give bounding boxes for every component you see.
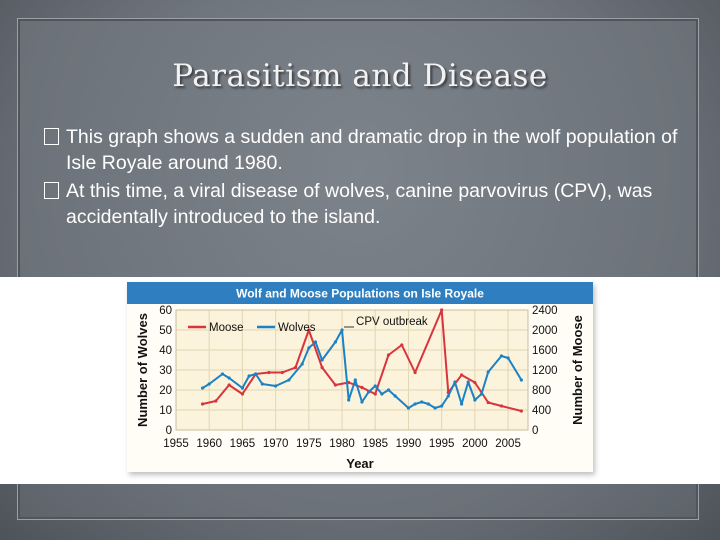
series-point-wolves — [480, 392, 483, 395]
x-tick-label: 1965 — [229, 438, 256, 450]
y-right-tick-label: 2400 — [532, 305, 558, 317]
series-point-moose — [520, 409, 523, 412]
x-tick-label: 2000 — [462, 438, 488, 450]
series-point-wolves — [261, 382, 264, 385]
x-tick-label: 1990 — [395, 438, 422, 450]
x-tick-label: 1960 — [196, 438, 223, 450]
series-point-moose — [440, 308, 443, 311]
y-left-tick-label: 60 — [159, 305, 172, 317]
slide-title: Parasitism and Disease — [172, 58, 548, 94]
series-point-wolves — [228, 376, 231, 379]
series-point-moose — [500, 404, 503, 407]
series-point-moose — [387, 353, 390, 356]
series-point-wolves — [427, 402, 430, 405]
y-left-tick-label: 40 — [159, 345, 172, 357]
x-tick-label: 1955 — [163, 438, 189, 450]
series-point-wolves — [420, 400, 423, 403]
series-point-wolves — [473, 398, 476, 401]
y-left-tick-label: 10 — [159, 405, 172, 417]
chart-title: Wolf and Moose Populations on Isle Royale — [236, 286, 484, 301]
series-point-wolves — [467, 380, 470, 383]
series-point-moose — [334, 383, 337, 386]
x-tick-label: 1980 — [329, 438, 355, 450]
series-point-moose — [294, 366, 297, 369]
x-tick-label: 1970 — [262, 438, 289, 450]
series-point-wolves — [433, 406, 436, 409]
series-point-wolves — [487, 370, 490, 373]
series-point-wolves — [460, 402, 463, 405]
y-right-tick-label: 2000 — [532, 325, 558, 337]
series-point-wolves — [407, 406, 410, 409]
y-right-tick-label: 0 — [532, 425, 539, 437]
bullet-list — [44, 124, 694, 232]
series-point-wolves — [440, 404, 443, 407]
series-point-wolves — [307, 346, 310, 349]
series-point-wolves — [241, 386, 244, 389]
series-point-wolves — [274, 384, 277, 387]
series-point-moose — [374, 392, 377, 395]
series-point-wolves — [394, 394, 397, 397]
series-point-wolves — [354, 378, 357, 381]
series-point-wolves — [287, 378, 290, 381]
series-point-moose — [460, 373, 463, 376]
series-point-wolves — [321, 358, 324, 361]
series-point-moose — [360, 386, 363, 389]
series-point-wolves — [413, 402, 416, 405]
x-tick-label: 2005 — [495, 438, 521, 450]
y-right-tick-label: 400 — [532, 405, 552, 417]
y-left-tick-label: 50 — [159, 325, 172, 337]
chart-container — [127, 282, 593, 472]
x-tick-label: 1995 — [428, 438, 455, 450]
series-point-moose — [321, 366, 324, 369]
series-point-wolves — [380, 392, 383, 395]
legend-label-wolves: Wolves — [278, 322, 316, 334]
series-point-wolves — [201, 386, 204, 389]
series-point-wolves — [247, 374, 250, 377]
series-point-wolves — [447, 394, 450, 397]
series-point-moose — [228, 383, 231, 386]
bullet-item — [44, 178, 694, 230]
series-point-wolves — [520, 378, 523, 381]
series-point-wolves — [334, 340, 337, 343]
chart-svg — [127, 282, 593, 472]
series-point-wolves — [340, 328, 343, 331]
annotation-label: CPV outbreak — [356, 316, 428, 328]
y-left-tick-label: 30 — [159, 365, 172, 377]
series-point-wolves — [367, 390, 370, 393]
series-point-moose — [281, 371, 284, 374]
legend-label-moose: Moose — [209, 322, 244, 334]
series-point-wolves — [254, 372, 257, 375]
y-left-tick-label: 0 — [165, 425, 172, 437]
series-point-moose — [400, 343, 403, 346]
series-point-wolves — [374, 384, 377, 387]
series-point-wolves — [360, 400, 363, 403]
x-axis-label: Year — [346, 456, 374, 471]
y-right-tick-label: 800 — [532, 385, 552, 397]
series-point-wolves — [453, 380, 456, 383]
series-point-moose — [487, 401, 490, 404]
y-right-tick-label: 1200 — [532, 365, 558, 377]
bullet-item — [44, 124, 694, 176]
series-point-wolves — [347, 398, 350, 401]
series-point-wolves — [301, 362, 304, 365]
y-right-tick-label: 1600 — [532, 345, 558, 357]
series-point-wolves — [221, 372, 224, 375]
bullet-text: This graph shows a sudden and dramatic drop in the wolf population of Isle Royale around 1980. — [66, 126, 678, 174]
series-point-wolves — [500, 354, 503, 357]
series-point-moose — [201, 402, 204, 405]
series-point-moose — [267, 371, 270, 374]
series-point-wolves — [506, 356, 509, 359]
series-point-wolves — [208, 382, 211, 385]
series-point-moose — [473, 381, 476, 384]
bullet-text: At this time, a viral disease of wolves, canine parvovirus (CPV), was accidentally introduced to the island. — [66, 180, 653, 228]
bullet-box-icon — [44, 182, 59, 199]
series-point-moose — [413, 371, 416, 374]
y-left-axis-label: Number of Wolves — [135, 313, 150, 427]
series-point-wolves — [387, 388, 390, 391]
x-tick-label: 1975 — [296, 438, 322, 450]
y-left-tick-label: 20 — [159, 385, 172, 397]
x-tick-label: 1985 — [362, 438, 389, 450]
bullet-box-icon — [44, 128, 59, 145]
series-point-moose — [214, 399, 217, 402]
series-point-moose — [241, 392, 244, 395]
series-point-wolves — [314, 340, 317, 343]
y-right-axis-label: Number of Moose — [570, 315, 585, 425]
